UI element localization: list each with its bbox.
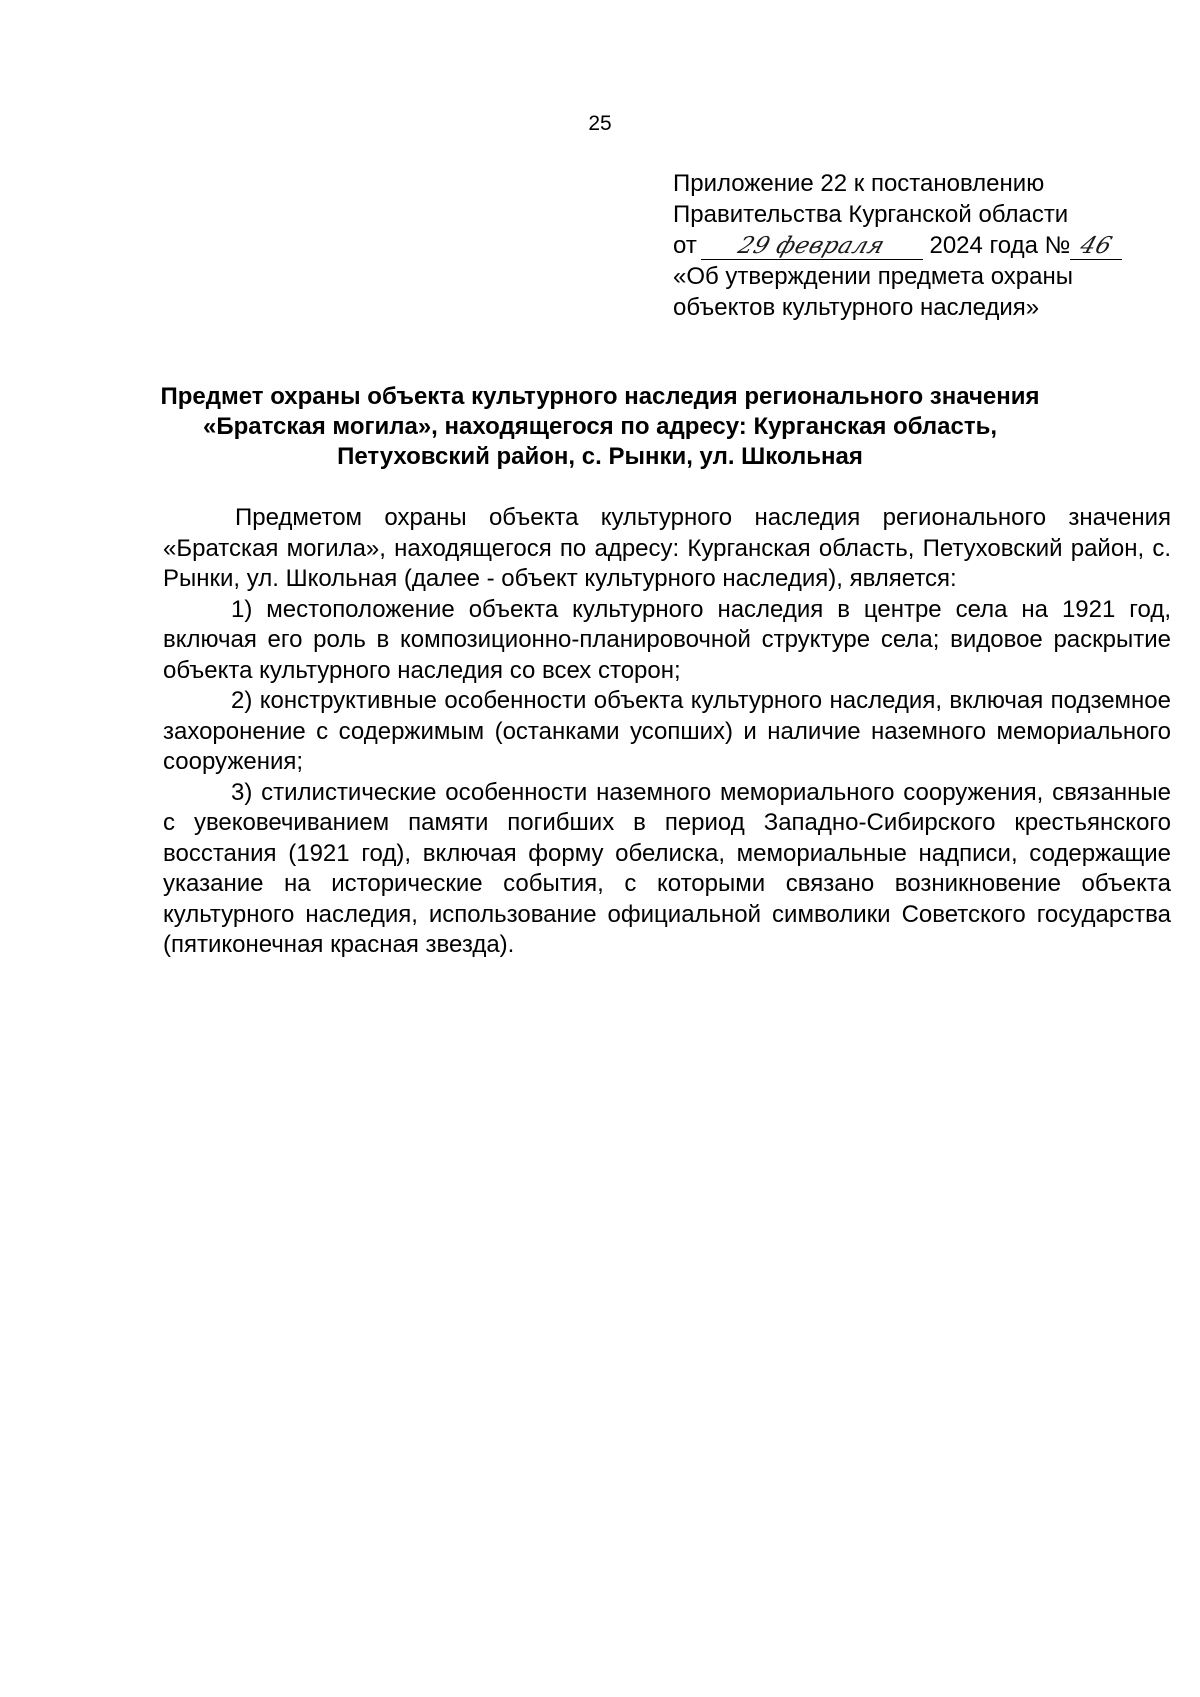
- appendix-line-4: «Об утверждении предмета охраны: [673, 263, 1073, 290]
- document-heading: [150, 382, 1050, 472]
- handwritten-date-text: 29 февраля: [735, 233, 889, 259]
- page-number: 25: [588, 112, 612, 135]
- list-item: 1) местоположение объекта культурного наследия в центре села на 1921 год, включая его роль в композиционно-планировочной структуре села; видовое раскрытие объекта культурного наследия со всех сторон;: [163, 595, 1171, 684]
- heading-line-1: Предмет охраны объекта культурного наследия регионального значения: [160, 383, 1040, 410]
- handwritten-date: [701, 232, 923, 260]
- handwritten-number: [1070, 232, 1122, 260]
- list-item: 3) стилистические особенности наземного мемориального сооружения, связанные с увековечиванием памяти погибших в период Западно-Сибирского крестьянского восстания (1921 год), включая форму обелиска, мемориальные надписи, содержащие указание на исторические события, с которыми связано возникновение объекта культурного наследия, использование официальной символики Советского государства (пятиконечная красная звезда).: [163, 778, 1171, 958]
- handwritten-number-text: 46: [1076, 233, 1116, 259]
- appendix-block: [673, 168, 1173, 323]
- appendix-line-2: Правительства Курганской области: [673, 201, 1069, 228]
- appendix-year-text: 2024 года №: [929, 232, 1071, 259]
- list-item: 2) конструктивные особенности объекта культурного наследия, включая подземное захоронение с содержимым (останками усопших) и наличие наземного мемориального сооружения;: [163, 687, 1171, 775]
- appendix-line-5: объектов культурного наследия»: [673, 294, 1040, 321]
- heading-line-2: «Братская могила», находящегося по адресу: Курганская область,: [202, 413, 998, 440]
- heading-line-3: Петуховский район, с. Рынки, ул. Школьная: [337, 443, 863, 470]
- appendix-line-3: [673, 230, 1173, 261]
- intro-paragraph: Предметом охраны объекта культурного наследия регионального значения «Братская могила», находящегося по адресу: Курганская область, Петуховский район, с. Рынки, ул. Школьная (далее - объект культурного наследия), является:: [163, 504, 1171, 592]
- document-body: [163, 503, 1171, 961]
- appendix-from-prefix: от: [673, 232, 697, 259]
- appendix-line-1: Приложение 22 к постановлению: [673, 170, 1045, 197]
